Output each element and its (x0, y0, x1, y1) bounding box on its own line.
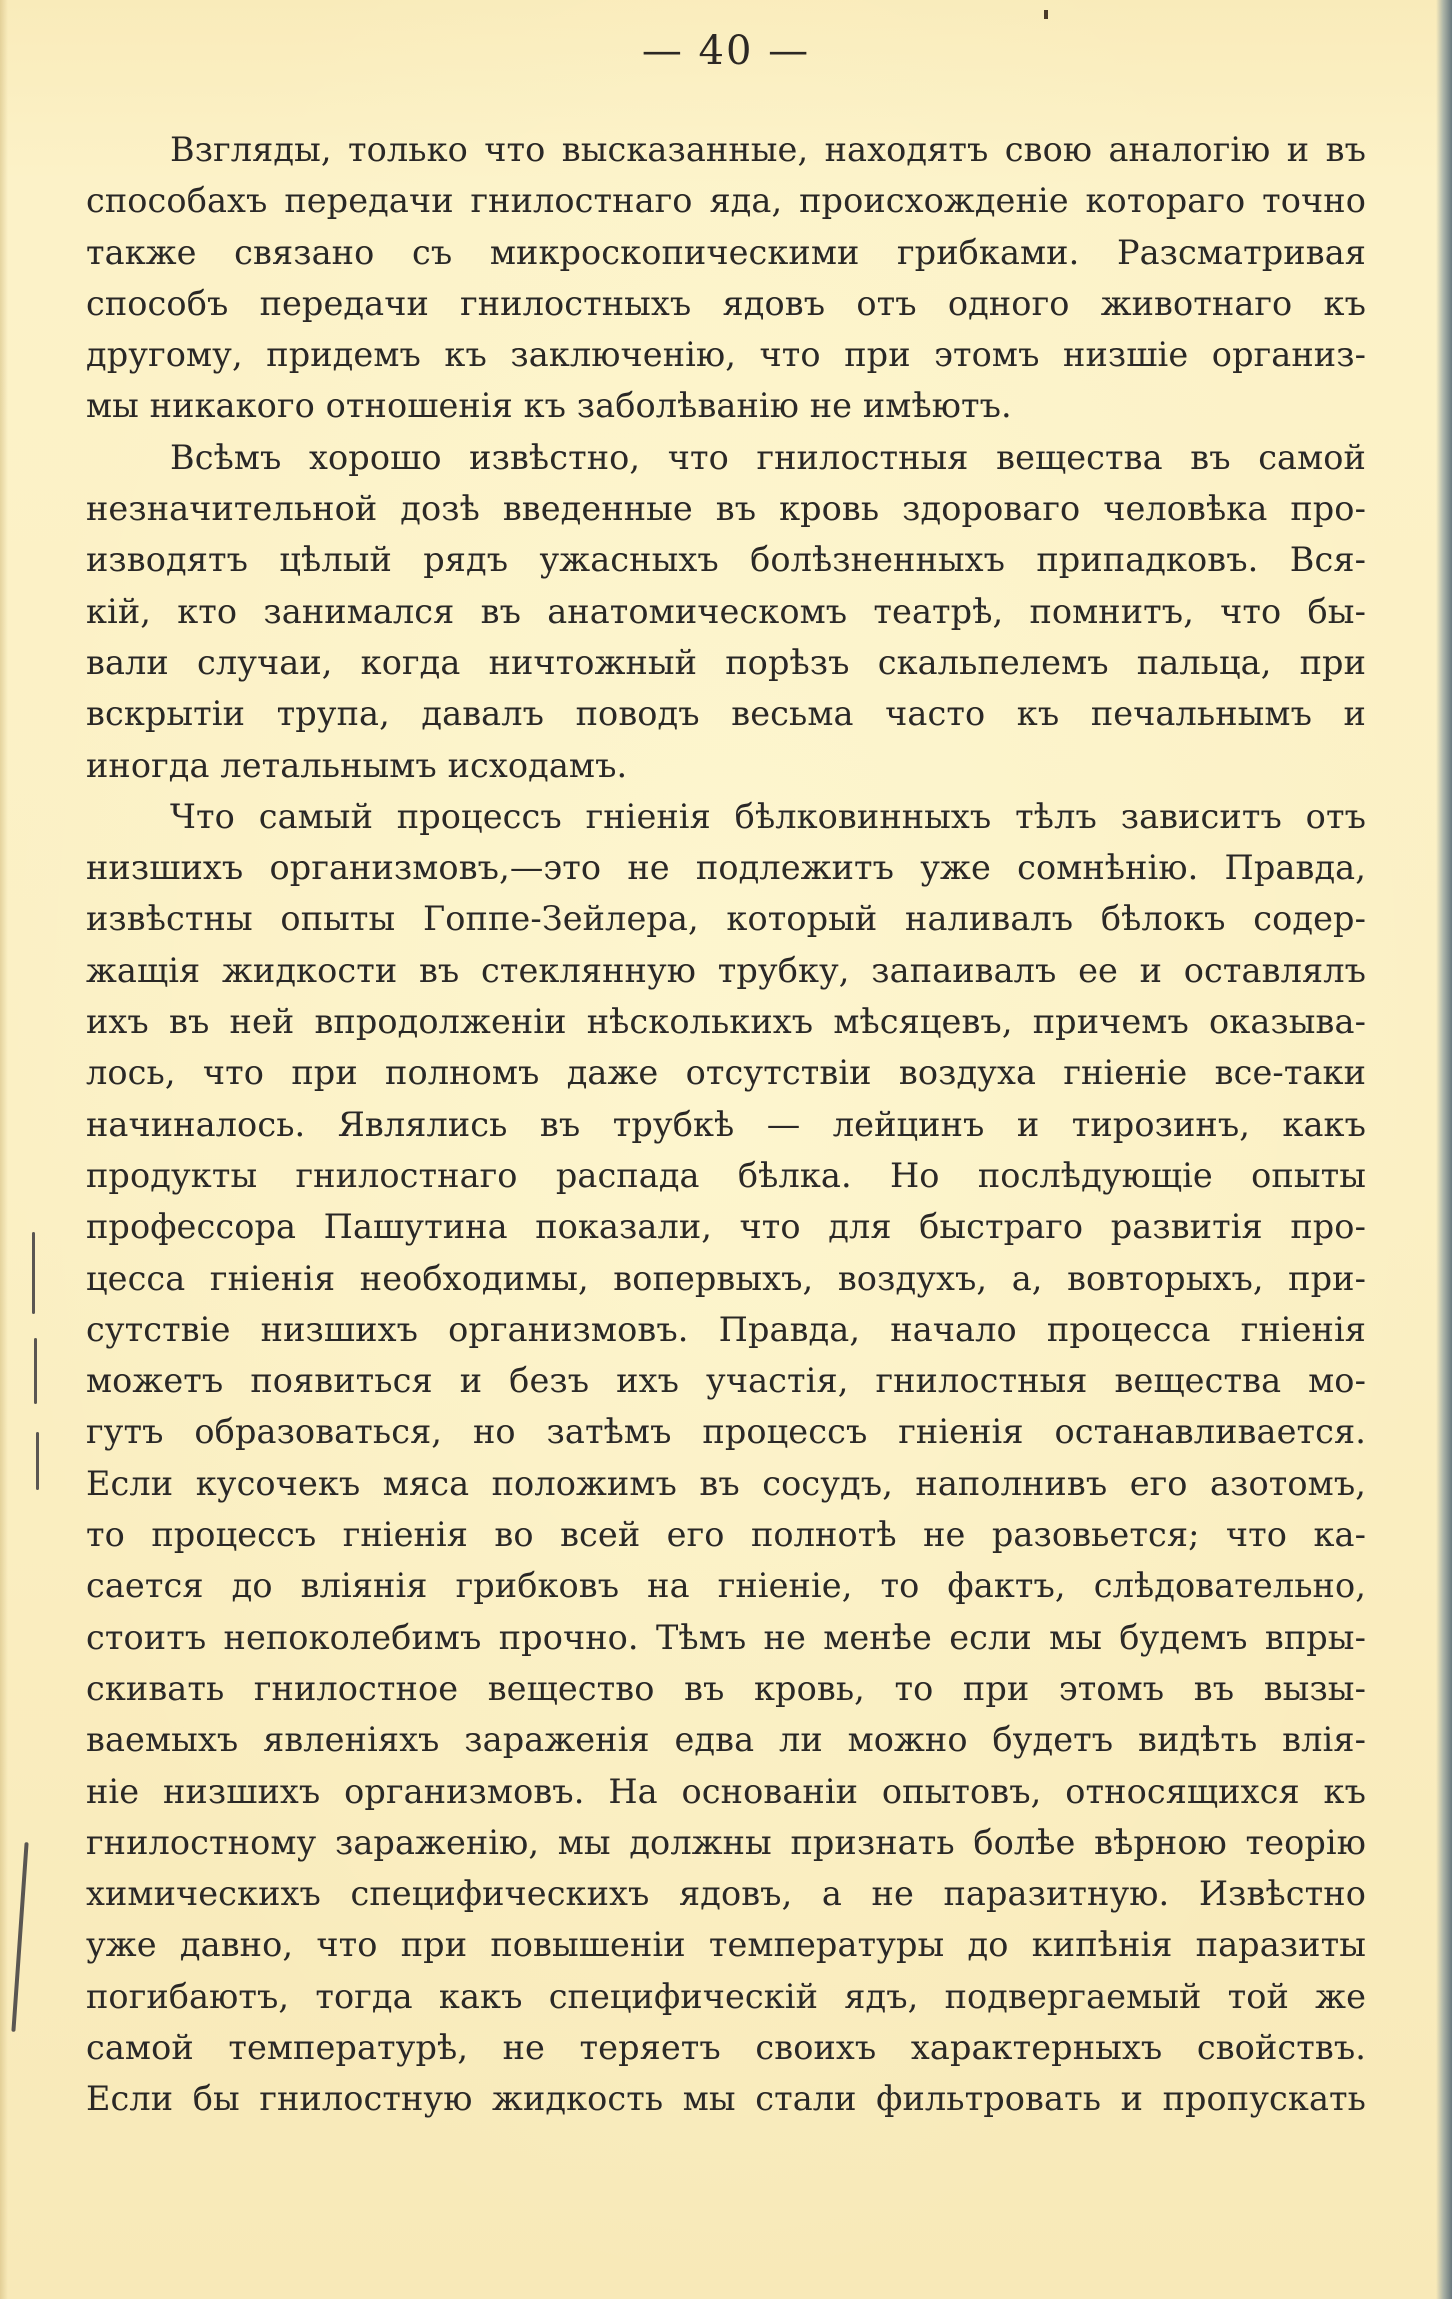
text-line: низшихъ организмовъ,—это не подлежитъ уже сомнѣнію. Правда, (86, 848, 1366, 888)
text-line: скивать гнилостное вещество въ кровь, то при этомъ въ вызы- (86, 1668, 1366, 1708)
text-line: уже давно, что при повышеніи температуры до кипѣнія паразиты (86, 1925, 1366, 1965)
text-line: ваемыхъ явленіяхъ зараженія едва ли можно будетъ видѣть влія- (86, 1720, 1366, 1760)
text-line: Если бы гнилостную жидкость мы стали фильтровать и пропускать (86, 2079, 1366, 2119)
text-line: погибаютъ, тогда какъ специфическій ядъ, подвергаемый той же (86, 1976, 1366, 2016)
text-line: также связано съ микроскопическими грибками. Разсматривая (86, 232, 1366, 272)
text-line: вали случаи, когда ничтожный порѣзъ скальпелемъ пальца, при (86, 642, 1366, 682)
text-line: Взгляды, только что высказанные, находятъ свою аналогію и въ (170, 130, 1366, 169)
pencil-margin-mark (11, 1842, 28, 2032)
text-line: стоитъ непоколебимъ прочно. Тѣмъ не менѣе если мы будемъ впры- (86, 1617, 1366, 1657)
pencil-margin-mark (34, 1338, 37, 1404)
text-line: ихъ въ ней впродолженіи нѣсколькихъ мѣсяцевъ, причемъ оказыва- (86, 1002, 1366, 1042)
text-line: незначительной дозѣ введенные въ кровь здороваго человѣка про- (86, 489, 1366, 529)
text-line: ніе низшихъ организмовъ. На основаніи опытовъ, относящихся къ (86, 1771, 1366, 1811)
text-line: способахъ передачи гнилостнаго яда, происхожденіе котораго точно (86, 181, 1366, 221)
text-body (86, 124, 1366, 2125)
text-line: то процессъ гніенія во всей его полнотѣ не разовьется; что ка- (86, 1515, 1366, 1555)
text-line: изводятъ цѣлый рядъ ужасныхъ болѣзненныхъ припадковъ. Вся- (86, 540, 1366, 580)
text-line: можетъ появиться и безъ ихъ участія, гнилостныя вещества мо- (86, 1361, 1366, 1401)
text-line: мы никакого отношенія къ заболѣванію не имѣютъ. (86, 386, 1012, 426)
text-line: цесса гніенія необходимы, вопервыхъ, воздухъ, а, вовторыхъ, при- (86, 1258, 1366, 1298)
text-line: другому, придемъ къ заключенію, что при этомъ низшіе организ- (86, 335, 1366, 375)
text-line: жащія жидкости въ стеклянную трубку, запаивалъ ее и оставлялъ (86, 950, 1366, 990)
text-line: лось, что при полномъ даже отсутствіи воздуха гніеніе все-таки (86, 1053, 1366, 1093)
text-line: сается до вліянія грибковъ на гніеніе, то фактъ, слѣдовательно, (86, 1566, 1366, 1606)
text-line: вскрытіи трупа, давалъ поводъ весьма часто къ печальнымъ и (86, 694, 1366, 734)
page-left-edge-shadow (0, 0, 8, 2299)
text-line: Всѣмъ хорошо извѣстно, что гнилостныя вещества въ самой (170, 437, 1366, 477)
text-line: иногда летальнымъ исходамъ. (86, 745, 628, 785)
text-line: извѣстны опыты Гоппе-Зейлера, который наливалъ бѣлокъ содер- (86, 899, 1366, 939)
page-number: — 40 — (641, 28, 811, 74)
text-line: кій, кто занимался въ анатомическомъ театрѣ, помнитъ, что бы- (86, 591, 1366, 631)
text-line: сутствіе низшихъ организмовъ. Правда, начало процесса гніенія (86, 1309, 1366, 1349)
text-line: Что самый процессъ гніенія бѣлковинныхъ тѣлъ зависитъ отъ (170, 796, 1366, 836)
pencil-margin-mark (32, 1232, 35, 1314)
pencil-margin-mark (36, 1432, 39, 1490)
page-right-edge-shadow (1436, 0, 1452, 2299)
text-line: начиналось. Являлись въ трубкѣ — лейцинъ и тирозинъ, какъ (86, 1104, 1366, 1144)
text-line: гнилостному зараженію, мы должны признать болѣе вѣрною теорію (86, 1822, 1366, 1862)
text-line: Если кусочекъ мяса положимъ въ сосудъ, наполнивъ его азотомъ, (86, 1463, 1366, 1503)
top-ink-mark (1044, 10, 1048, 19)
text-line: химическихъ специфическихъ ядовъ, а не паразитную. Извѣстно (86, 1874, 1366, 1914)
text-line: самой температурѣ, не теряетъ своихъ характерныхъ свойствъ. (86, 2027, 1366, 2067)
text-line: способъ передачи гнилостныхъ ядовъ отъ одного животнаго къ (86, 283, 1366, 323)
text-line: гутъ образоваться, но затѣмъ процессъ гніенія останавливается. (86, 1412, 1366, 1452)
text-line: продукты гнилостнаго распада бѣлка. Но послѣдующіе опыты (86, 1155, 1366, 1195)
text-line: профессора Пашутина показали, что для быстраго развитія про- (86, 1207, 1366, 1247)
